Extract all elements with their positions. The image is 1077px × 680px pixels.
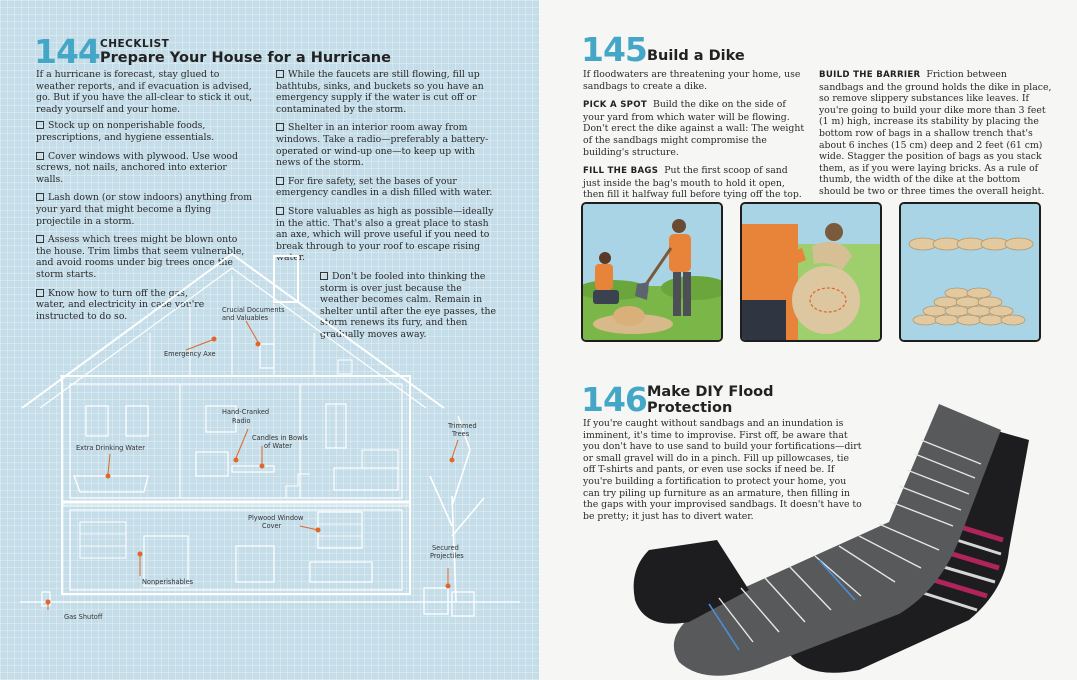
- checkbox-icon[interactable]: [36, 152, 44, 160]
- checkbox-icon[interactable]: [36, 121, 44, 129]
- checklist-item: While the faucets are still flowing, fill up bathtubs, sinks, and buckets so you have an emergency supply if the water is cut off or contaminated by the storm.: [276, 69, 484, 115]
- callout-radio-2: Radio: [232, 417, 251, 425]
- section-number-146: 146: [581, 380, 647, 419]
- pick-a-spot-paragraph: PICK A SPOT Build the dike on the side of your yard from which water will be flowing. Don't erect the dike against a wall: The weight of the sandbags might compromise the building's structure.: [583, 99, 805, 158]
- intro-paragraph: If a hurricane is forecast, stay glued to weather reports, and if evacuation is advised, go. But if you have the all-clear to stick it out, ready yourself and your home.: [36, 69, 253, 115]
- checkbox-icon[interactable]: [36, 193, 44, 201]
- right-page: [539, 0, 1077, 680]
- callout-trees: Trimmed: [448, 422, 477, 430]
- section-title-144: Prepare Your House for a Hurricane: [100, 50, 391, 66]
- filling-sandbags-illustration: [583, 204, 721, 340]
- section-title-145: Build a Dike: [647, 48, 745, 64]
- section-title-146-line2: Protection: [647, 400, 733, 416]
- checkbox-icon[interactable]: [276, 70, 284, 78]
- callout-nonperishables: Nonperishables: [142, 578, 194, 586]
- checkbox-icon[interactable]: [276, 123, 284, 131]
- checklist-item: Know how to turn off the gas, water, and electricity in case you're instructed to do so.: [36, 287, 205, 322]
- callout-gas: Gas Shutoff: [64, 613, 103, 621]
- illustration-panel-stack-bags: [899, 202, 1041, 342]
- stacked-sandbags-illustration: [901, 204, 1039, 340]
- checkbox-icon[interactable]: [276, 177, 284, 185]
- checkbox-icon[interactable]: [276, 207, 284, 215]
- dike-column-right: [819, 69, 1053, 205]
- callout-axe: Emergency Axe: [164, 350, 216, 358]
- callout-plywood-2: Cover: [262, 522, 282, 530]
- section-number-144: 144: [34, 32, 100, 71]
- callout-projectiles-2: Projectiles: [430, 552, 464, 560]
- roof-outline: [22, 254, 444, 408]
- illustration-panel-tie-bag: [740, 202, 882, 342]
- callout-documents-2: and Valuables: [222, 314, 269, 322]
- tying-sandbag-illustration: [742, 204, 880, 340]
- checklist-item: Stock up on nonperishable foods, prescriptions, and hygiene essentials.: [36, 120, 215, 143]
- flood-protection-paragraph: If you're caught without sandbags and an inundation is imminent, it's time to improvise. First off, be aware that you don't have to use sand to build your fortifications—dirt or small gravel will do in a pinch. Fill up pillowcases, tie off T-shirts and pants, or even use socks if need be. If you're building a fortification to protect your home, you can try piling up furniture as an armature, then filling in the gaps with your improvised sandbags. It doesn't have to be pretty; it just has to divert water.: [583, 418, 862, 522]
- house-blueprint-illustration: [0, 236, 539, 680]
- callout-candles-2: of Water: [264, 442, 292, 450]
- checklist-item: Don't be fooled into thinking the storm is over just because the weather becomes calm. Remain in shelter until after the eye passes, the storm renews its fury, and then gradually moves away.: [320, 270, 496, 340]
- callout-trees-2: Trees: [452, 430, 470, 438]
- barrier-paragraph: BUILD THE BARRIER Friction between sandbags and the ground holds the dike in place, so remove slippery substances like leaves. If you're going to build your dike more than 3 feet (1 m) high, increase its stability by placing the bottom row of bags in a shallow trench that's about 6 inches (15 cm) deep and 2 feet (61 cm) wide. Stagger the position of bags as you stack them, as if you were laying bricks. As a rule of thumb, the width of the dike at the bottom should be two or three times the overall height.: [819, 69, 1052, 197]
- dike-intro: If floodwaters are threatening your home, use sandbags to create a dike.: [583, 69, 801, 92]
- checklist-item: Store valuables as high as possible—ideally in the attic. That's also a great place to stash an axe, which will prove useful if you need to break through to your roof to escape rising water.: [276, 205, 494, 264]
- fill-bags-paragraph: FILL THE BAGS Put the first scoop of sand just inside the bag's mouth to hold it open, then fill it halfway full before tying off the top.: [583, 165, 802, 201]
- callout-water: Extra Drinking Water: [76, 444, 145, 452]
- callout-plywood: Plywood Window: [248, 514, 304, 522]
- callout-candles: Candles in Bowls: [252, 434, 308, 442]
- callout-projectiles: Secured: [432, 544, 459, 552]
- callout-radio: Hand-Cranked: [222, 408, 270, 416]
- dike-column-left: [583, 69, 805, 208]
- section-number-145: 145: [581, 30, 647, 69]
- checklist-item: For fire safety, set the bases of your emergency candles in a dish filled with water.: [276, 175, 493, 199]
- checklist-item: Cover windows with plywood. Use wood screws, not nails, anchored into exterior walls.: [36, 150, 238, 185]
- checklist-item: Assess which trees might be blown onto the house. Trim limbs that seem vulnerable, and avoid rooms under big trees once the storm starts.: [36, 234, 245, 280]
- callout-documents: Crucial Documents: [222, 306, 285, 314]
- checklist-item: Lash down (or stow indoors) anything from your yard that might become a flying projectile in a storm.: [36, 192, 253, 227]
- socks-photo: [609, 400, 1077, 680]
- section-title-146-line1: Make DIY Flood: [647, 384, 774, 400]
- checklist-item: Shelter in an interior room away from windows. Take a radio—preferably a battery-operated or wind-up one—to keep up with news of the storm.: [276, 122, 489, 169]
- illustration-panel-fill-bags: [581, 202, 723, 342]
- checklist-kicker: CHECKLIST: [100, 38, 170, 50]
- chimney: [274, 256, 298, 302]
